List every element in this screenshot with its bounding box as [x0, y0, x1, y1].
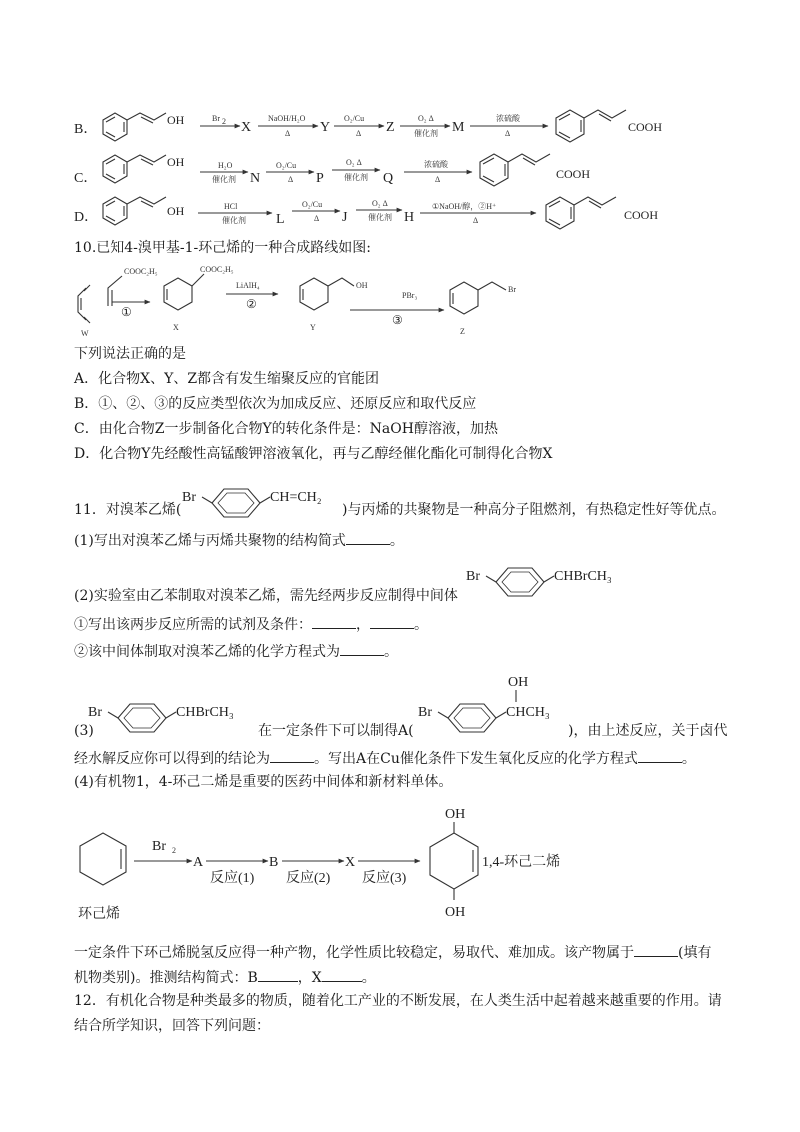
option-b-product-ring [556, 110, 626, 142]
q11-part4-text2 [74, 967, 376, 987]
option-d-step1-top: HCl [224, 202, 238, 211]
option-c-p: P [316, 171, 324, 186]
q11-part4-blank-b[interactable] [258, 967, 298, 982]
q11-part3-pre: (3) [74, 723, 94, 739]
option-c-oh: OH [167, 155, 185, 169]
q11-struct-br: Br [182, 490, 196, 505]
option-c-letter: C． [74, 171, 98, 186]
q11-struct3b [414, 672, 574, 736]
q11-part4-text1 [74, 942, 711, 962]
option-d-step3-top: O₂ Δ [372, 199, 388, 208]
q10-y-ring [300, 278, 354, 310]
q10-z-br: Br [508, 285, 516, 294]
q11-part3-line2b: 。写出A在Cu催化条件下发生氧化反应的化学方程式 [314, 751, 638, 767]
q12-line1: 12．有机化合物是种类最多的物质，随着化工产业的不断发展，在人类生活中起着越来越重要的作用。请 [74, 993, 722, 1009]
option-d-step3-bottom: 催化剂 [368, 213, 392, 222]
q10-reagent3: PBr₃ [402, 291, 418, 300]
q11-part2b [74, 641, 398, 661]
q11-struct-intermediate [462, 556, 662, 600]
q11-struct3a [86, 692, 266, 736]
q10-option-a[interactable]: A．化合物X、Y、Z都含有发生缩聚反应的官能团 [74, 371, 380, 387]
q11-part4-text1-end: (填有 [678, 945, 712, 961]
option-d-step4-top: ①NaOH/醇，②H⁺ [432, 202, 497, 211]
option-b-cooh: COOH [628, 120, 663, 134]
q11-struct3a-br: Br [88, 705, 102, 720]
option-b-step1-top-sub: 2 [222, 117, 226, 126]
q10-w-label: W [81, 329, 89, 338]
q11-part3-line2 [74, 748, 696, 768]
q11-diol-oh-top: OH [445, 807, 466, 822]
q11-scheme4 [0, 800, 800, 925]
option-b-step3-top: O₂/Cu [344, 114, 365, 123]
q11-part4-text1-main: 一定条件下环己烯脱氢反应得一种产物，化学性质比较稳定，易取代、难加成。该产物属于 [74, 945, 634, 961]
option-c-reactant-ring [103, 155, 166, 183]
q11-intro-pre: 11．对溴苯乙烯( [74, 502, 182, 518]
option-b-m: M [452, 120, 465, 135]
option-c-step4-top: 浓硫酸 [424, 160, 448, 169]
q11-part1-end: 。 [389, 533, 404, 549]
q11-part4-blank-x[interactable] [322, 967, 362, 982]
q10-x-label: X [173, 323, 179, 332]
q10-x-ring [164, 274, 204, 310]
q11-part4-text2-end: 。 [361, 970, 376, 986]
q11-part3-blank2[interactable] [638, 748, 682, 763]
option-c-cooh: COOH [556, 167, 591, 181]
q10-ester-label-1: COOC₂H₅ [124, 267, 158, 276]
q11-struct2-right: CHBrCH₃ [554, 569, 612, 584]
q12-line2: 结合所学知识，回答下列问题： [74, 1018, 270, 1034]
q11-part2a-blank2[interactable] [370, 614, 414, 629]
q11-part2a [74, 614, 428, 634]
q11-scheme4-r3: 反应(3) [362, 871, 407, 886]
q11-diol-ring [430, 822, 478, 900]
q11-part2a-sep: ， [356, 617, 370, 633]
q11-part3-post: )，由上述反应，关于卤代 [568, 723, 728, 739]
q11-struct3b-oh: OH [508, 675, 529, 690]
option-b-step2-top: NaOH/H₂O [268, 114, 306, 123]
q11-intro-post: )与丙烯的共聚物是一种高分子阻燃剂，有热稳定性好等优点。 [342, 502, 726, 518]
option-b-reactant-ring [103, 113, 166, 141]
q9-schemes [0, 0, 800, 235]
q10-option-c[interactable]: C．由化合物Z一步制备化合物Y的转化条件是：NaOH醇溶液，加热 [74, 421, 498, 437]
option-c-step4-bottom: Δ [435, 175, 441, 184]
q11-scheme4-x: X [345, 855, 356, 870]
q10-stem: 10.已知4-溴甲基-1-环己烯的一种合成路线如图: [74, 240, 371, 256]
q11-part4-text2-main: 机物类别)。推测结构简式：B [74, 970, 258, 986]
q11-part2: (2)实验室由乙苯制取对溴苯乙烯，需先经两步反应制得中间体 [74, 588, 458, 604]
option-c-q: Q [383, 171, 394, 186]
q10-step1: ① [121, 305, 132, 319]
q10-ester-label-2: COOC₂H₅ [200, 265, 234, 274]
q11-part1 [74, 530, 404, 550]
q11-part4-blank1[interactable] [634, 942, 678, 957]
q10-scheme [0, 258, 800, 348]
option-b-step4-bottom: 催化剂 [414, 129, 438, 138]
option-d-j-label: J [342, 210, 348, 225]
option-d-reactant-ring [103, 197, 166, 225]
q11-struct-vinyl: CH=CH₂ [270, 490, 322, 505]
q10-w-butadiene [78, 285, 90, 323]
q11-scheme4-r2: 反应(2) [286, 871, 331, 886]
q11-part3-mid: 在一定条件下可以制得A( [258, 723, 414, 739]
q10-z-ring [450, 282, 506, 314]
q11-cyclohexene-label: 环己烯 [78, 907, 120, 922]
q10-reagent2: LiAlH₄ [236, 281, 260, 290]
option-b-step1-top: Br [212, 114, 220, 123]
option-c-step2-bottom: Δ [288, 175, 294, 184]
option-d-oh: OH [167, 204, 185, 218]
option-d-step2-top: O₂/Cu [302, 200, 323, 209]
q11-scheme4-reagent: Br [152, 839, 166, 854]
q11-part2a-text: ①写出该两步反应所需的试剂及条件： [74, 617, 312, 633]
option-c-step3-top: O₂ Δ [346, 158, 362, 167]
q10-option-b[interactable]: B．①、②、③的反应类型依次为加成反应、还原反应和取代反应 [74, 396, 477, 412]
option-c-step1-top: H₂O [218, 161, 233, 170]
q10-y-label: Y [310, 323, 316, 332]
option-d-product-ring [546, 197, 616, 229]
option-d-h: H [404, 210, 415, 225]
q11-part2b-blank[interactable] [340, 641, 384, 656]
q11-scheme4-reagent-sub: 2 [172, 846, 176, 855]
q11-part2a-end: 。 [414, 617, 428, 633]
option-b-y: Y [320, 120, 331, 135]
q11-part4: (4)有机物1，4-环己二烯是重要的医药中间体和新材料单体。 [74, 774, 453, 790]
option-b-step5-top: 浓硫酸 [496, 114, 520, 123]
option-b-step4-top: O₂ Δ [418, 114, 434, 123]
q11-part2a-blank1[interactable] [312, 614, 356, 629]
option-b-oh: OH [167, 113, 185, 127]
q11-diol-oh-bottom: OH [445, 905, 466, 920]
option-d-step4-bottom: Δ [473, 216, 479, 225]
q11-scheme4-b: B [269, 855, 279, 870]
q11-cyclohexene [80, 833, 126, 885]
q11-scheme4-r1: 反应(1) [210, 871, 255, 886]
q11-part3-line2-end: 。 [681, 751, 696, 767]
q11-part2b-text: ②该中间体制取对溴苯乙烯的化学方程式为 [74, 644, 340, 660]
option-d-letter: D． [74, 210, 99, 225]
q10-z-label: Z [460, 327, 465, 336]
option-b-step2-bottom: Δ [285, 129, 291, 138]
q11-part4-text2-mid: ，X [297, 970, 322, 986]
q11-scheme4-a: A [193, 855, 204, 870]
option-b-x: X [241, 120, 252, 135]
q11-struct3b-br: Br [418, 705, 432, 720]
q10-y-oh: OH [356, 281, 368, 290]
option-d-cooh: COOH [624, 208, 659, 222]
q10-step2: ② [246, 297, 257, 311]
option-c-n: N [250, 171, 261, 186]
option-b-step5-bottom: Δ [505, 129, 511, 138]
q11-struct-bromostyrene [178, 481, 348, 525]
q10-question: 下列说法正确的是 [74, 346, 186, 362]
q11-struct2-br: Br [466, 569, 480, 584]
option-b-step3-bottom: Δ [356, 129, 362, 138]
q10-step3: ③ [392, 313, 403, 327]
q11-part3-line2-text: 经水解反应你可以得到的结论为 [74, 751, 270, 767]
option-c-step3-bottom: 催化剂 [344, 173, 368, 182]
option-d-l: L [276, 212, 285, 227]
option-d-step1-bottom: 催化剂 [222, 216, 246, 225]
q10-option-d[interactable]: D．化合物Y先经酸性高锰酸钾溶液氧化，再与乙醇经催化酯化可制得化合物X [74, 446, 553, 462]
q11-part1-blank[interactable] [346, 530, 390, 545]
q11-struct3b-right: CHCH₃ [506, 705, 550, 720]
option-c-step2-top: O₂/Cu [276, 161, 297, 170]
q11-struct3a-right: CHBrCH₃ [176, 705, 234, 720]
option-b-z: Z [386, 120, 395, 135]
option-b-letter: B． [74, 122, 98, 137]
q11-part3-blank1[interactable] [270, 748, 314, 763]
q11-part1-text: (1)写出对溴苯乙烯与丙烯共聚物的结构简式 [74, 533, 346, 549]
option-c-step1-bottom: 催化剂 [212, 175, 236, 184]
option-c-product-ring [480, 154, 550, 186]
option-d-step2-bottom: Δ [314, 214, 320, 223]
q11-product-name: 1,4-环己二烯 [482, 855, 561, 870]
q11-part2b-end: 。 [384, 644, 398, 660]
